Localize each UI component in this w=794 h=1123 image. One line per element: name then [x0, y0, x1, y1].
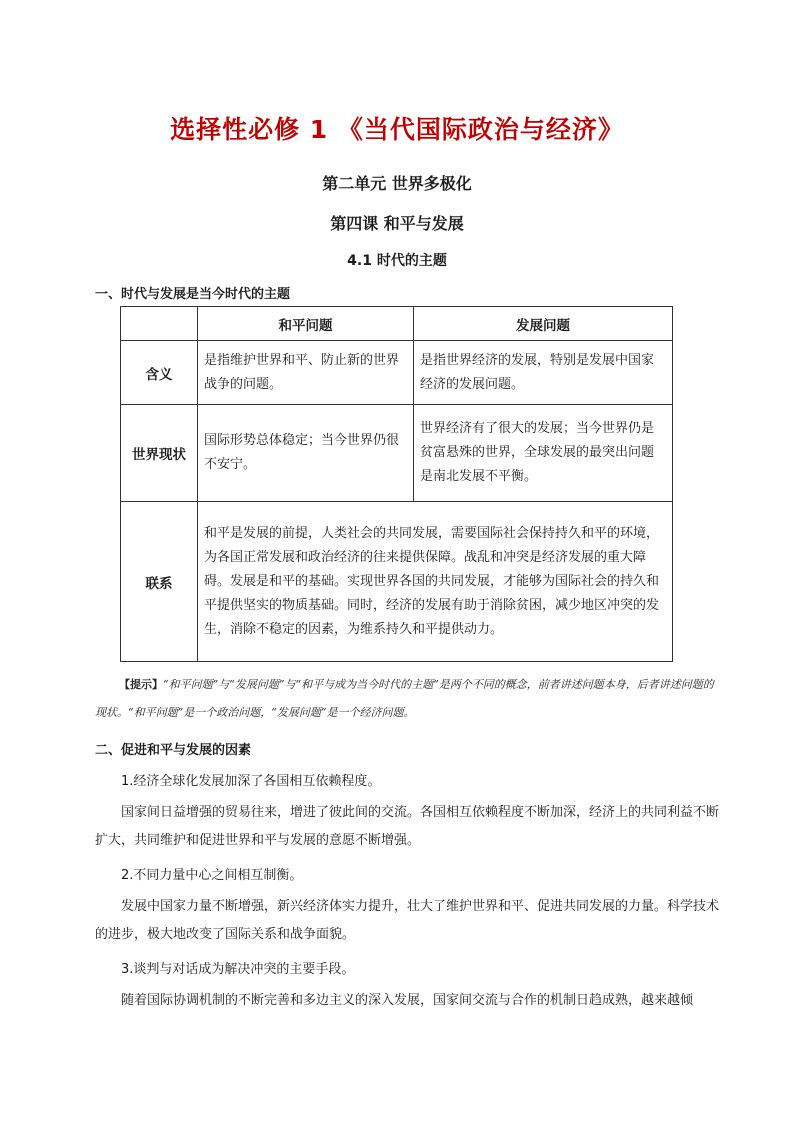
section1-heading: 一、时代与发展是当今时代的主题 [95, 287, 291, 302]
main-title: 选择性必修 1 《当代国际政治与经济》 [170, 115, 624, 144]
row-label-meaning: 含义 [121, 341, 198, 405]
tip-note [95, 671, 715, 727]
peace-development-table [120, 306, 673, 662]
table-header-row [121, 307, 673, 341]
section-title: 4.1 时代的主题 [347, 253, 447, 269]
cell-status-peace: 国际形势总体稳定；当今世界仍很不安宁。 [198, 405, 414, 502]
col-header-peace: 和平问题 [198, 307, 414, 341]
factor-1-title: 1.经济全球化发展加深了各国相互依赖程度。 [121, 774, 381, 789]
table-corner-cell [121, 307, 198, 341]
table-row [121, 405, 673, 502]
tip-label: 【提示】 [119, 678, 163, 691]
cell-meaning-development: 是指世界经济的发展，特别是发展中国家经济的发展问题。 [414, 341, 673, 405]
cell-meaning-peace: 是指维护世界和平、防止新的世界战争的问题。 [198, 341, 414, 405]
cell-status-development: 世界经济有了很大的发展；当今世界仍是贫富悬殊的世界，全球发展的最突出问题是南北发展不平衡。 [414, 405, 673, 502]
unit-title: 第二单元 世界多极化 [322, 174, 472, 193]
factor-2-title: 2.不同力量中心之间相互制衡。 [121, 868, 303, 883]
table-row [121, 341, 673, 405]
section2-heading: 二、促进和平与发展的因素 [95, 743, 252, 758]
factor-3-body: 随着国际协调机制的不断完善和多边主义的深入发展，国家间交流与合作的机制日趋成熟，越来越倾 [121, 993, 694, 1008]
lesson-title: 第四课 和平与发展 [330, 214, 464, 233]
factor-3-title: 3.谈判与对话成为解决冲突的主要手段。 [121, 962, 355, 977]
row-label-relation: 联系 [121, 502, 198, 662]
tip-text: “和平问题”与“发展问题”与“和平与成为当今时代的主题”是两个不同的概念，前者讲述问题本身，后者讲述问题的现状。“和平问题”是一个政治问题，“发展问题”是一个经济问题。 [95, 678, 714, 719]
col-header-development: 发展问题 [414, 307, 673, 341]
factor-1-body: 国家间日益增强的贸易往来，增进了彼此间的交流。各国相互依赖程度不断加深，经济上的共同利益不断扩大，共同维护和促进世界和平与发展的意愿不断增强。 [95, 805, 720, 848]
factor-2-body: 发展中国家力量不断增强，新兴经济体实力提升，壮大了维护世界和平、促进共同发展的力量。科学技术的进步，极大地改变了国际关系和战争面貌。 [95, 899, 720, 942]
row-label-status: 世界现状 [121, 405, 198, 502]
cell-relation: 和平是发展的前提，人类社会的共同发展，需要国际社会保持持久和平的环境，为各国正常发展和政治经济的往来提供保障。战乱和冲突是经济发展的重大障碍。发展是和平的基础。实现世界各国的共同发展，才能够为国际社会的持久和平提供坚实的物质基础。同时，经济的发展有助于消除贫困，减少地区冲突的发生，消除不稳定的因素，为维系持久和平提供动力。 [198, 502, 673, 662]
table-row [121, 502, 673, 662]
